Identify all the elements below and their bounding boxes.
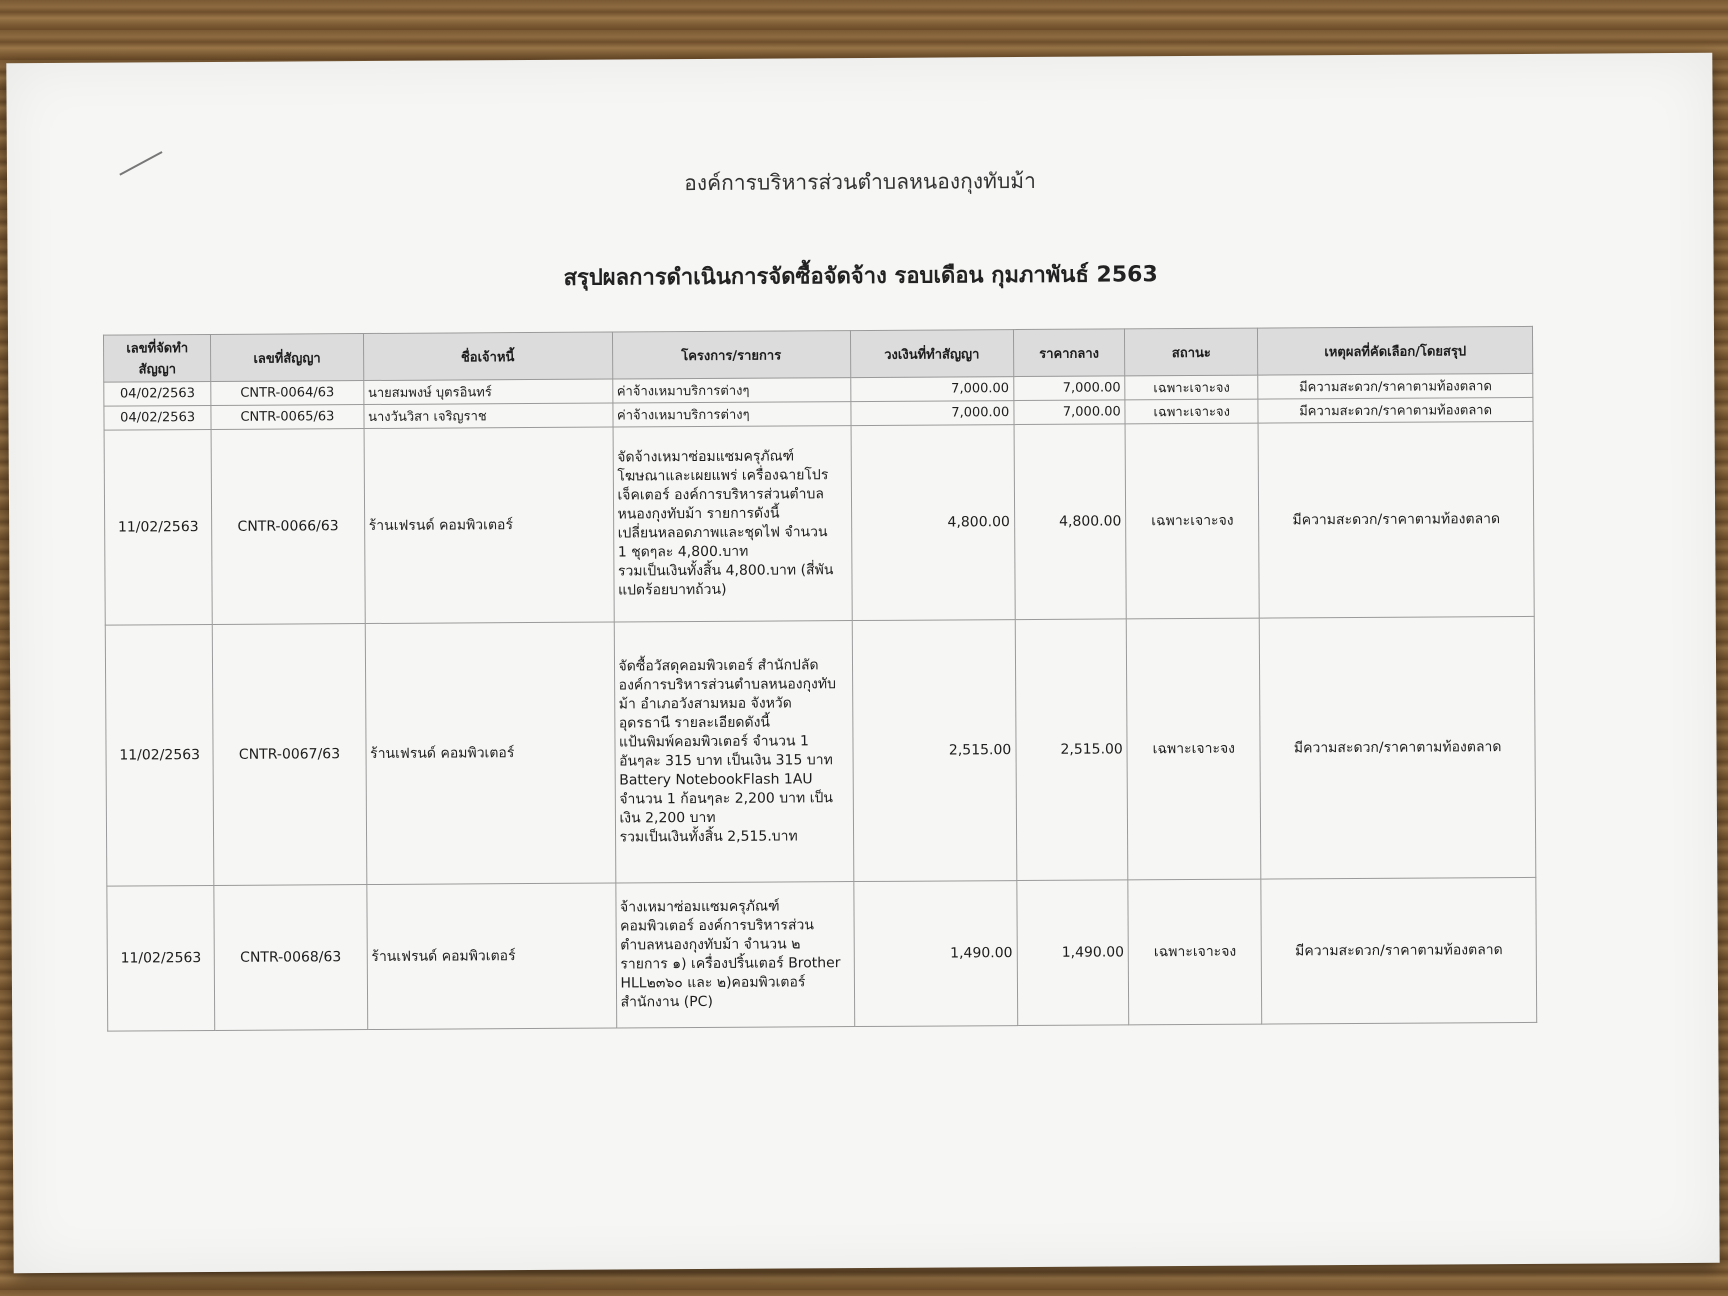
cell-median-price: 7,000.00 [1013, 376, 1125, 401]
cell-reason: มีความสะดวก/ราคาตามท้องตลาด [1261, 877, 1537, 1024]
cell-status: เฉพาะเจาะจง [1128, 879, 1262, 1025]
cell-amount: 7,000.00 [851, 401, 1014, 426]
cell-contract: CNTR-0065/63 [211, 405, 363, 430]
cell-creditor: นางวันวิสา เจริญราช [364, 403, 613, 429]
cell-project: ค่าจ้างเหมาบริการต่างๆ [612, 402, 850, 427]
cell-reason: มีความสะดวก/ราคาตามท้องตลาด [1258, 421, 1534, 618]
cell-contract: CNTR-0067/63 [213, 624, 367, 886]
header-status: สถานะ [1125, 328, 1258, 376]
cell-contract: CNTR-0064/63 [211, 381, 363, 406]
header-contract-number: เลขที่สัญญา [211, 334, 364, 382]
cell-status: เฉพาะเจาะจง [1125, 399, 1258, 424]
cell-contract: CNTR-0068/63 [214, 885, 367, 1031]
cell-status: เฉพาะเจาะจง [1125, 375, 1258, 400]
cell-date: 04/02/2563 [104, 381, 211, 406]
cell-creditor: นายสมพงษ์ บุตรอินทร์ [363, 379, 612, 405]
cell-status: เฉพาะเจาะจง [1125, 423, 1259, 619]
cell-creditor: ร้านเฟรนด์ คอมพิวเตอร์ [366, 883, 616, 1030]
cell-amount: 4,800.00 [851, 425, 1015, 621]
cell-amount: 1,490.00 [853, 881, 1017, 1027]
cell-median-price: 4,800.00 [1014, 424, 1127, 620]
cell-median-price: 1,490.00 [1017, 880, 1129, 1026]
table-row [104, 421, 1534, 625]
organization-name: องค์การบริหารส่วนตำบลหนองกุงทับม้า [684, 168, 1036, 196]
header-contract-amount: วงเงินที่ทำสัญญา [850, 330, 1013, 378]
cell-date: 04/02/2563 [104, 405, 211, 430]
cell-reason: มีความสะดวก/ราคาตามท้องตลาด [1258, 397, 1533, 423]
cell-reason: มีความสะดวก/ราคาตามท้องตลาด [1260, 616, 1536, 879]
cell-project: จัดจ้างเหมาซ่อมแซมครุภัณฑ์ โฆษณาและเผยแพร่ เครื่องฉายโปร เจ็คเตอร์ องค์การบริหารส่วนตำบล หนองกุงทับม้า รายการดังนี้ เปลี่ยนหลอดภาพและชุดไฟ จำนวน 1 ชุดๆละ 4,800.บาท รวมเป็นเงินทั้งสิ้น 4,800.บาท (สี่พัน แปดร้อยบาทถ้วน) [613, 426, 852, 622]
header-creditor: ชื่อเจ้าหนี้ [363, 332, 612, 381]
cell-median-price: 7,000.00 [1014, 400, 1126, 425]
cell-amount: 2,515.00 [852, 620, 1017, 882]
cell-date: 11/02/2563 [105, 624, 214, 886]
report-title: สรุปผลการดำเนินการจัดซื้อจัดจ้าง รอบเดือน กุมภาพันธ์ 2563 [563, 262, 1158, 291]
table-row [107, 877, 1537, 1031]
cell-project: จัดซื้อวัสดุคอมพิวเตอร์ สำนักปลัด องค์การบริหารส่วนตำบลหนองกุงทับ ม้า อำเภอวังสามหมอ จังหวัด อุดรธานี รายละเอียดดังนี้ แป้นพิมพ์คอมพิวเตอร์ จำนวน 1 อันๆละ 315 บาท เป็นเงิน 315 บาท Battery NotebookFlash 1AU จำนวน 1 ก้อนๆละ 2,200 บาท เป็น เงิน 2,200 บาท รวมเป็นเงินทั้งสิ้น 2,515.บาท [614, 621, 854, 883]
header-reason: เหตุผลที่คัดเลือก/โดยสรุป [1258, 326, 1533, 375]
cell-amount: 7,000.00 [850, 377, 1013, 402]
cell-project: จ้างเหมาซ่อมแซมครุภัณฑ์ คอมพิวเตอร์ องค์การบริหารส่วน ตำบลหนองกุงทับม้า จำนวน ๒ รายการ ๑) เครื่องปริ้นเตอร์ Brother HLL๒๓๖๐ และ ๒)คอมพิวเตอร์ สำนักงาน (PC) [615, 882, 854, 1028]
cell-reason: มีความสะดวก/ราคาตามท้องตลาด [1258, 373, 1533, 399]
cell-contract: CNTR-0066/63 [211, 429, 365, 625]
cell-date: 11/02/2563 [107, 885, 215, 1031]
procurement-table [103, 326, 1537, 1032]
table-row [105, 616, 1536, 886]
header-contract-date: เลขที่จัดทำสัญญา [103, 334, 211, 382]
cell-date: 11/02/2563 [104, 429, 212, 625]
cell-project: ค่าจ้างเหมาบริการต่างๆ [612, 378, 850, 403]
paper-sheet [6, 53, 1719, 1273]
cell-status: เฉพาะเจาะจง [1127, 618, 1262, 880]
header-median-price: ราคากลาง [1013, 329, 1125, 377]
cell-median-price: 2,515.00 [1015, 619, 1128, 881]
cell-creditor: ร้านเฟรนด์ คอมพิวเตอร์ [364, 427, 614, 624]
cell-creditor: ร้านเฟรนด์ คอมพิวเตอร์ [365, 622, 615, 885]
header-project: โครงการ/รายการ [612, 331, 850, 379]
